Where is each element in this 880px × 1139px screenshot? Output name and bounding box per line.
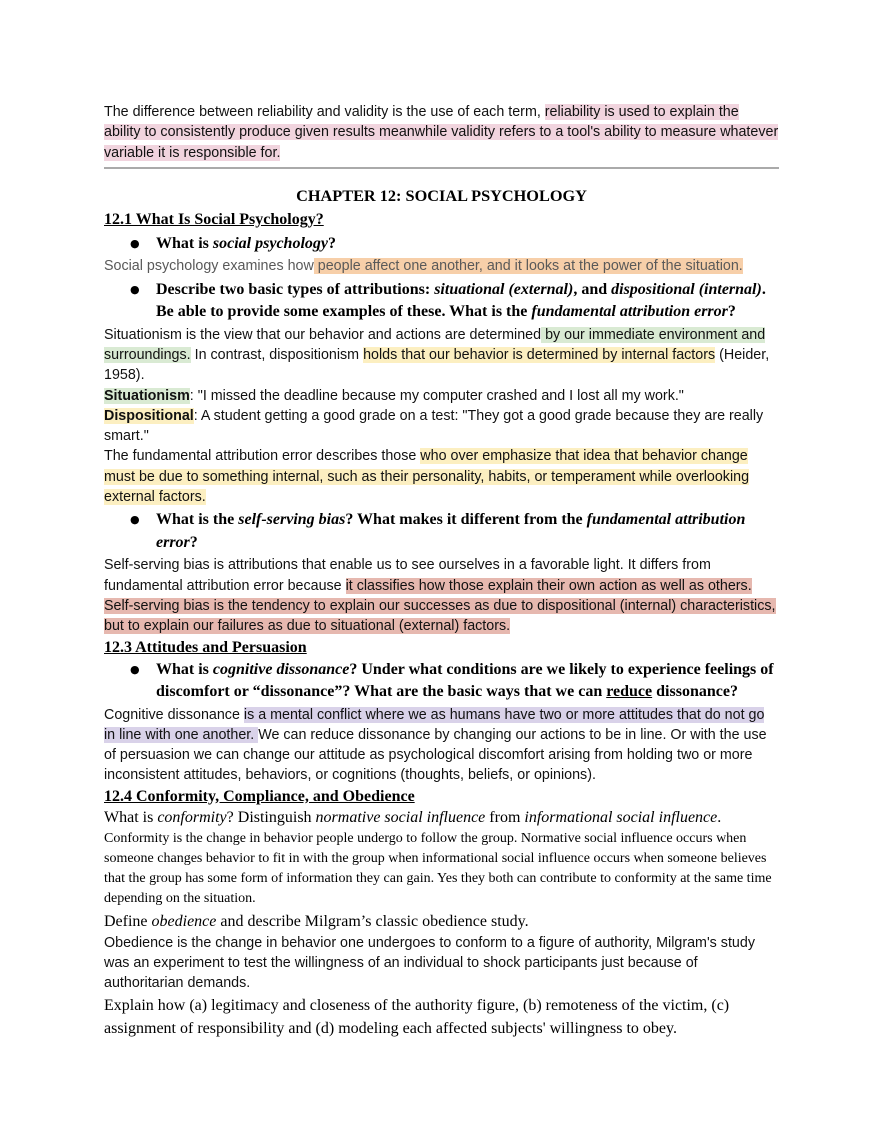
document-page [104, 102, 779, 1040]
question-attributions: ● Describe two basic types of attributions: situational (external), and dispositional (internal). Be able to provide some examples of these. What is the fundamental attribution error? [130, 280, 766, 321]
bullet-icon: ● [130, 236, 140, 250]
intro-text: The difference between reliability and validity is the use of each term, [104, 104, 545, 120]
intro-highlight: reliability is used to explain the ability to consistently produce given results meanwhile validity refers to a tool's ability to measure whatever variable it is responsible for. [104, 104, 779, 161]
intro-paragraph [104, 102, 779, 163]
section-title-12-1: 12.1 What Is Social Psychology? [104, 210, 324, 228]
question-self-serving-bias: ● What is the self-serving bias? What makes it different from the fundamental attribution error? [130, 511, 746, 551]
example-situationism: Situationism: "I missed the deadline because my computer crashed and I lost all my work." [104, 387, 684, 404]
answer-conformity: Conformity is the change in behavior people undergo to follow the group. Normative social influence occurs when someone changes behavior to fit in with the group when informational social influence occurs when someone believes that the group has some form of information they can gain. Yes they both can contribute to conformity at the same time depending on the situation. [104, 830, 772, 907]
answer-social-psychology: Social psychology examines how people affect one another, and it looks at the power of the situation. [104, 258, 743, 275]
bullet-icon: ● [130, 513, 140, 527]
answer-obedience: Obedience is the change in behavior one undergoes to conform to a figure of authority, Milgram's study was an experiment to test the willingness of an individual to shock participants just because of authoritarian demands. [104, 934, 755, 992]
question-social-psychology: ● What is social psychology? [104, 233, 779, 256]
question-conformity: What is conformity? Distinguish normative social influence from informational social influence. [104, 808, 722, 826]
question-cognitive-dissonance: ● What is cognitive dissonance? Under what conditions are we likely to experience feelings of discomfort or “dissonance”? What are the basic ways that we can reduce dissonance? [130, 660, 774, 701]
section-title-12-3: 12.3 Attitudes and Persuasion [104, 638, 307, 656]
chapter-title: CHAPTER 12: SOCIAL PSYCHOLOGY [296, 185, 587, 205]
answer-self-serving-bias: Self-serving bias is attributions that enable us to see ourselves in a favorable light. It differs from fundamental attribution error because it classifies how those explain their own action as well as others. Self-serving bias is the tendency to explain our successes as due to dispositional (internal) characteristics, but to explain our failures as due to situational (external) factors. [104, 557, 776, 635]
section-title-12-4: 12.4 Conformity, Compliance, and Obedience [104, 787, 415, 805]
answer-fundamental-attribution-error: The fundamental attribution error describes those who over emphasize that idea that behavior change must be due to something internal, such as their personality, habits, or temperament while overlooking external factors. [104, 448, 750, 506]
question-obedience: Define obedience and describe Milgram’s classic obedience study. [104, 912, 529, 930]
question-authority-factors: Explain how (a) legitimacy and closeness of the authority figure, (b) remoteness of the victim, (c) assignment of responsibility and (d) modeling each affected subjects' willingness to obey. [104, 997, 730, 1038]
example-dispositional: Dispositional: A student getting a good grade on a test: "They got a good grade because they are really smart." [104, 407, 764, 445]
bullet-icon: ● [130, 282, 140, 296]
bullet-icon: ● [130, 662, 140, 676]
answer-situationism: Situationism is the view that our behavior and actions are determined by our immediate environment and surroundings. In contrast, dispositionism holds that our behavior is determined by internal factors (Heider, 1958). [104, 326, 770, 384]
answer-cognitive-dissonance: Cognitive dissonance is a mental conflict where we as humans have two or more attitudes that do not go in line with one another. We can reduce dissonance by changing our actions to be in line. Or with the use of persuasion we can change our attitude as psychological discomfort arising from holding two or more inconsistent attitudes, behaviors, or cognitions (thoughts, beliefs, or opinions). [104, 706, 767, 784]
horizontal-rule [104, 167, 779, 169]
